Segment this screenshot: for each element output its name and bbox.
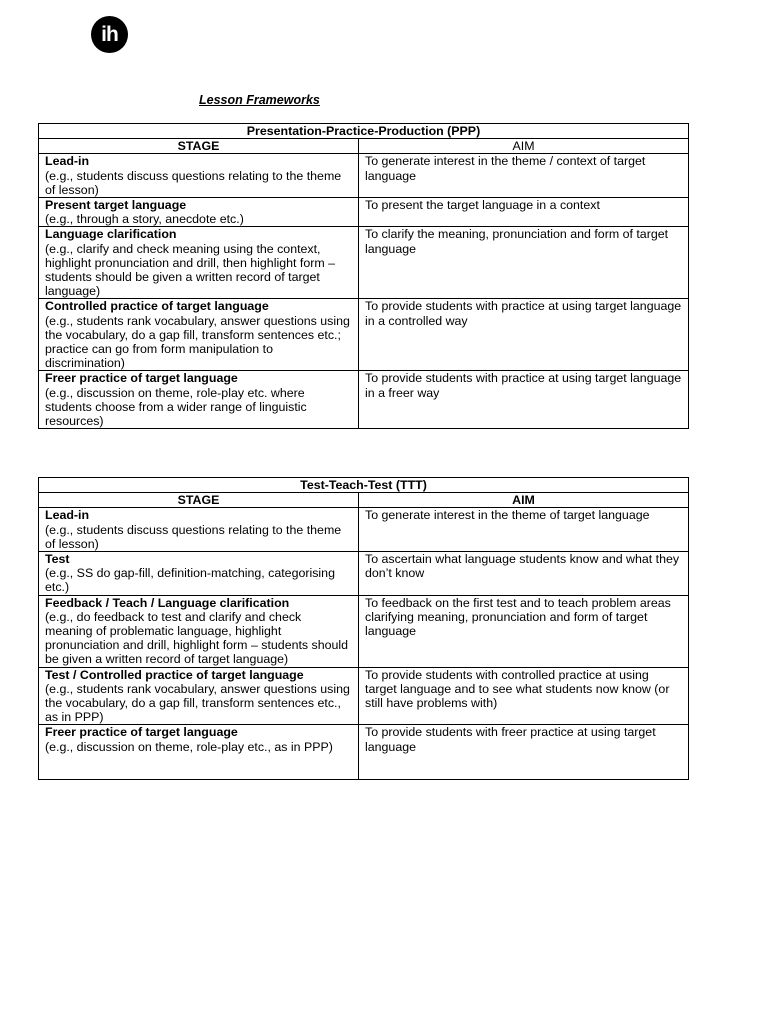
stage-cell — [39, 299, 359, 371]
stage-description: (e.g., students discuss questions relating to the theme of lesson) — [45, 522, 342, 551]
table-header-row — [39, 493, 689, 508]
stage-cell — [39, 371, 359, 429]
stage-cell — [39, 552, 359, 596]
aim-cell: To provide students with freer practice at using target language — [359, 725, 689, 780]
ttt-table-title: Test-Teach-Test (TTT) — [39, 478, 689, 493]
stage-column-header: STAGE — [39, 493, 359, 508]
stage-description: (e.g., students rank vocabulary, answer questions using the vocabulary, do a gap fill, transform sentences etc., as in PPP) — [45, 681, 350, 725]
stage-name: Lead-in — [45, 508, 90, 523]
aim-cell: To present the target language in a context — [359, 198, 689, 227]
stage-name: Test / Controlled practice of target language — [45, 667, 304, 682]
aim-cell: To feedback on the first test and to teach problem areas clarifying meaning, pronunciation and form of target language — [359, 595, 689, 667]
aim-cell: To ascertain what language students know and what they don’t know — [359, 552, 689, 596]
aim-cell: To provide students with practice at using target language in a freer way — [359, 371, 689, 429]
stage-description: (e.g., do feedback to test and clarify and check meaning of problematic language, highlight pronunciation and drill, highlight form – students should be given a written record of target language) — [45, 609, 349, 667]
logo-text: ih — [101, 23, 118, 46]
table-row — [39, 595, 689, 667]
aim-cell: To generate interest in the theme of target language — [359, 508, 689, 552]
table-row — [39, 371, 689, 429]
aim-cell: To provide students with practice at using target language in a controlled way — [359, 299, 689, 371]
stage-cell — [39, 725, 359, 780]
stage-name: Freer practice of target language — [45, 371, 238, 386]
table-row — [39, 552, 689, 596]
ppp-table-title: Presentation-Practice-Production (PPP) — [39, 124, 689, 139]
aim-cell: To generate interest in the theme / context of target language — [359, 154, 689, 198]
stage-cell — [39, 154, 359, 198]
stage-cell — [39, 227, 359, 299]
document-title: Lesson Frameworks — [199, 93, 320, 107]
table-row — [39, 227, 689, 299]
table-row — [39, 725, 689, 780]
stage-description: (e.g., discussion on theme, role-play etc., as in PPP) — [45, 739, 333, 754]
stage-cell — [39, 198, 359, 227]
ttt-table — [38, 477, 689, 780]
table-title-row — [39, 478, 689, 493]
table-row — [39, 299, 689, 371]
stage-description: (e.g., through a story, anecdote etc.) — [45, 212, 244, 227]
aim-cell: To provide students with controlled practice at using target language and to see what students now know (or still have problems with) — [359, 667, 689, 725]
table-title-row — [39, 124, 689, 139]
stage-name: Controlled practice of target language — [45, 299, 269, 314]
ppp-table — [38, 123, 689, 429]
stage-cell — [39, 667, 359, 725]
table-row — [39, 198, 689, 227]
stage-name: Lead-in — [45, 154, 90, 169]
table-row — [39, 508, 689, 552]
table-row — [39, 667, 689, 725]
stage-description: (e.g., clarify and check meaning using the context, highlight pronunciation and drill, then highlight form – students should be given a written record of target language) — [45, 241, 335, 299]
stage-name: Present target language — [45, 198, 187, 213]
aim-cell: To clarify the meaning, pronunciation and form of target language — [359, 227, 689, 299]
stage-name: Test — [45, 552, 70, 567]
aim-column-header: AIM — [359, 493, 689, 508]
stage-name: Language clarification — [45, 227, 177, 242]
table-header-row — [39, 139, 689, 154]
stage-column-header: STAGE — [39, 139, 359, 154]
stage-name: Feedback / Teach / Language clarification — [45, 595, 290, 610]
stage-name: Freer practice of target language — [45, 725, 238, 740]
aim-column-header: AIM — [359, 139, 689, 154]
stage-cell — [39, 508, 359, 552]
stage-description: (e.g., SS do gap-fill, definition-matching, categorising etc.) — [45, 566, 335, 595]
stage-description: (e.g., students discuss questions relating to the theme of lesson) — [45, 168, 342, 197]
stage-description: (e.g., discussion on theme, role-play etc. where students choose from a wider range of linguistic resources) — [45, 385, 307, 429]
ih-logo-icon — [91, 16, 128, 53]
stage-cell — [39, 595, 359, 667]
table-row — [39, 154, 689, 198]
stage-description: (e.g., students rank vocabulary, answer questions using the vocabulary, do a gap fill, transform sentences etc.; practice can go from form manipulation to discrimination) — [45, 313, 350, 371]
